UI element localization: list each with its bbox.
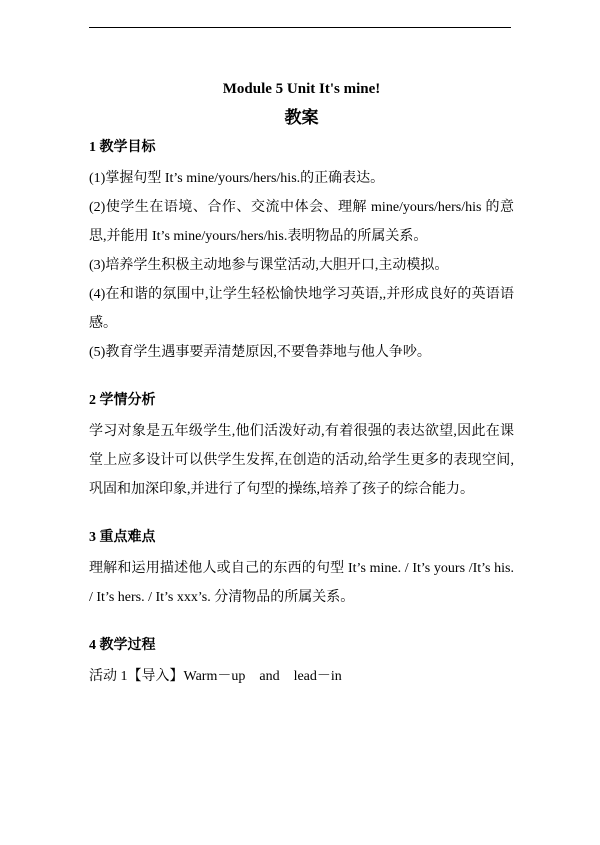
objective-item: (2)使学生在语境、合作、交流中体会、理解 mine/yours/hers/his 的意思,并能用 It’s mine/yours/hers/his.表明物品的所属关系。 [89,200,514,244]
section-learner-analysis [89,391,514,504]
section-key-points [89,528,514,612]
section-objectives [89,138,514,367]
objective-item: (5)教育学生遇事要弄清楚原因,不要鲁莽地与他人争吵。 [89,345,431,360]
header-rule [89,27,511,28]
objective-item: (1)掌握句型 It’s mine/yours/hers/his.的正确表达。 [89,171,385,186]
document-title: Module 5 Unit It's mine! [222,81,381,97]
section-teaching-process [89,636,514,691]
section-heading: 2 学情分析 [89,393,156,408]
activity-line: 活动 1【导入】Warm－up and lead－in [89,669,342,684]
analysis-paragraph: 学习对象是五年级学生,他们活泼好动,有着很强的表达欲望,因此在课堂上应多设计可以供学生发挥,在创造的活动,给学生更多的表现空间,巩固和加深印象,并进行了句型的操练,培养了孩子的综合能力。 [89,424,514,497]
section-heading: 3 重点难点 [89,530,156,545]
section-heading: 1 教学目标 [89,140,156,155]
objective-item: (3)培养学生积极主动地参与课堂活动,大胆开口,主动模拟。 [89,258,449,273]
objective-item: (4)在和谐的氛围中,让学生轻松愉快地学习英语,,并形成良好的英语语感。 [89,287,514,331]
section-heading: 4 教学过程 [89,638,156,653]
key-points-paragraph: 理解和运用描述他人或自己的东西的句型 It’s mine. / It’s yours /It’s his. / It’s hers. / It’s xxx’s. 分清物品的所属关系。 [89,561,514,605]
document-subtitle: 教案 [284,108,319,127]
document-body [89,78,514,691]
